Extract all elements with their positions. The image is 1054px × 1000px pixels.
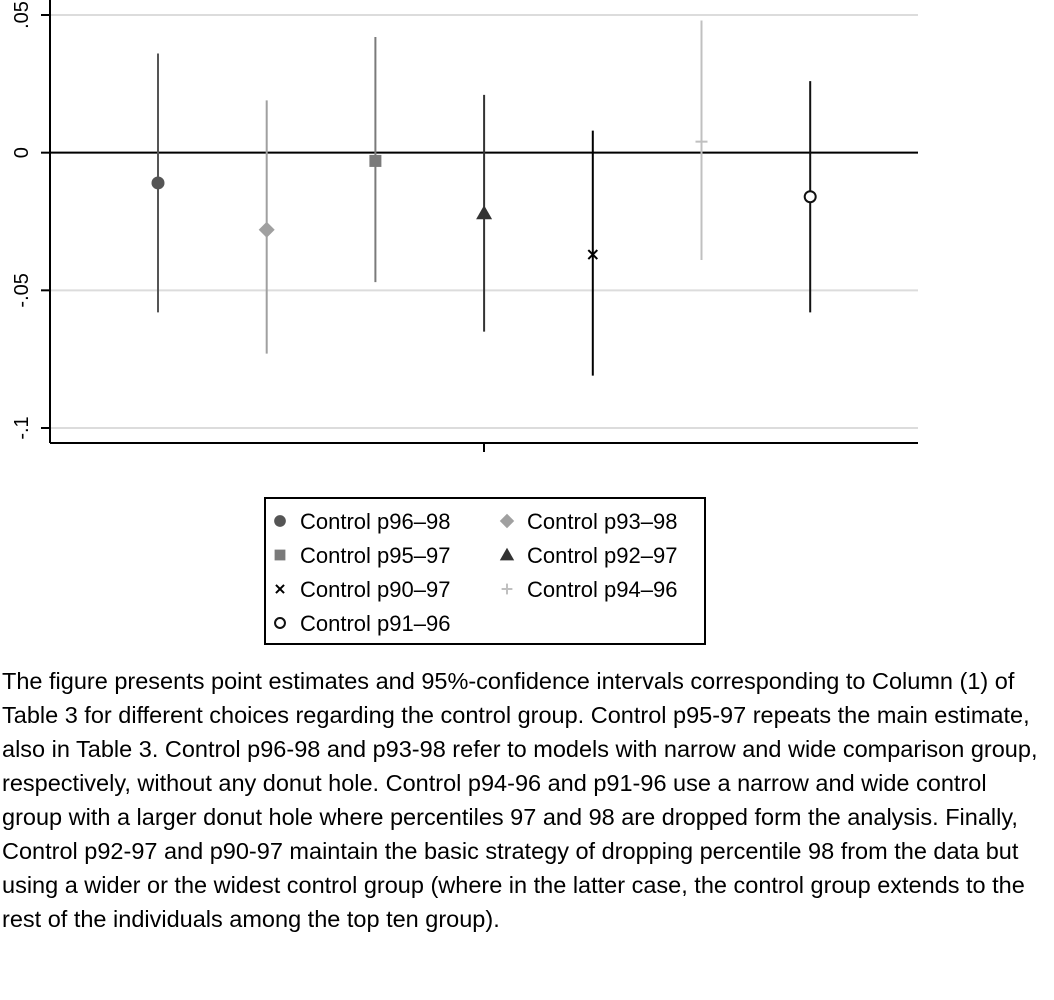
point-estimate-control-p93-98 [259, 222, 275, 238]
legend-marker-control-p96-98 [274, 515, 286, 527]
legend-label-control-p96-98: Control p96–98 [300, 509, 451, 534]
y-tick-label: -.05 [11, 273, 33, 308]
y-tick-label: -.1 [11, 416, 33, 440]
legend-marker-control-p91-96 [275, 618, 285, 628]
series-marks [152, 21, 816, 376]
axes [11, 0, 918, 452]
point-estimate-control-p95-97 [369, 155, 381, 167]
legend-label-control-p93-98: Control p93–98 [527, 509, 678, 534]
legend [265, 498, 705, 644]
y-tick-label: 0 [11, 147, 33, 159]
point-estimate-control-p91-96 [805, 191, 816, 202]
legend-label-control-p95-97: Control p95–97 [300, 543, 451, 568]
point-estimate-control-p96-98 [152, 176, 165, 189]
figure-caption: The figure presents point estimates and 95%-confidence intervals corresponding to Column (1) of Table 3 for different choices regarding the control group. Control p95-97 repeats the main estimate, also in Table 3. Control p96-98 and p93-98 refer to models with narrow and wide comparison group, respectively, without any donut hole. Control p94-96 and p91-96 use a narrow and wide control group with a larger donut hole where percentiles 97 and 98 are dropped form the analysis. Finally, Control p92-97 and p90-97 maintain the basic strategy of dropping percentile 98 from the data but using a wider or the widest control group (where in the latter case, the control group extends to the rest of the individuals among the top ten group). [2, 668, 1038, 932]
legend-label-control-p90-97: Control p90–97 [300, 577, 451, 602]
legend-label-control-p91-96: Control p91–96 [300, 611, 451, 636]
legend-label-control-p94-96: Control p94–96 [527, 577, 678, 602]
point-estimate-control-p94-96 [696, 136, 708, 148]
legend-marker-control-p95-97 [275, 550, 286, 561]
legend-label-control-p92-97: Control p92–97 [527, 543, 678, 568]
point-estimate-control-p92-97 [476, 205, 492, 219]
y-tick-label: .05 [11, 1, 33, 29]
